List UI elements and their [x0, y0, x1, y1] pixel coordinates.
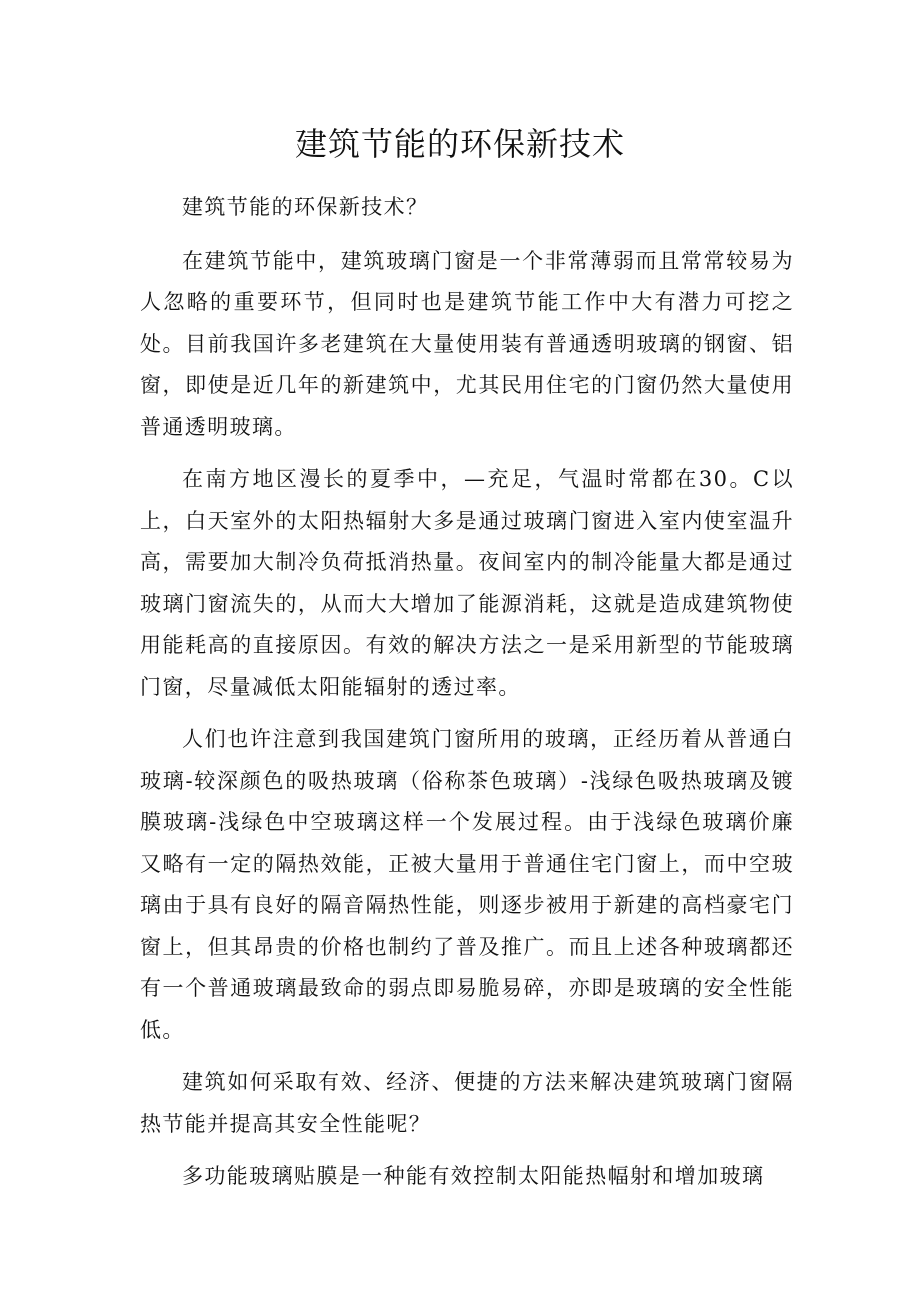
paragraph-how-to-solve: 建筑如何采取有效、经济、便捷的方法来解决建筑玻璃门窗隔热节能并提高其安全性能呢？	[140, 1070, 794, 1136]
paragraph-southern-summer: 在南方地区漫长的夏季中，—充足，气温时常都在30。C以上，白天室外的太阳热辐射大多是通过玻璃门窗进入室内使室温升高，需要加大制冷负荷抵消热量。夜间室内的制冷能量大都是通过玻璃门窗流失的，从而大大增加了能源消耗，这就是造成建筑物使用能耗高的直接原因。有效的解决方法之一是采用新型的节能玻璃门窗，尽量减低太阳能辐射的透过率。	[140, 467, 794, 699]
paragraph-question: 建筑节能的环保新技术？	[182, 195, 429, 219]
document-body	[140, 187, 794, 1209]
document-title: 建筑节能的环保新技术	[294, 125, 625, 163]
paragraph-glass-windows: 在建筑节能中，建筑玻璃门窗是一个非常薄弱而且常常较易为人忽略的重要环节，但同时也是建筑节能工作中大有潜力可挖之处。目前我国许多老建筑在大量使用装有普通透明玻璃的钢窗、铝窗，即使是近几年的新建筑中，尤其民用住宅的门窗仍然大量使用普通透明玻璃。	[140, 248, 794, 439]
paragraph-glass-evolution: 人们也许注意到我国建筑门窗所用的玻璃，正经历着从普通白玻璃-较深颜色的吸热玻璃（俗称茶色玻璃）-浅绿色吸热玻璃及镀膜玻璃-浅绿色中空玻璃这样一个发展过程。由于浅绿色玻璃价廉又略有一定的隔热效能，正被大量用于普通住宅门窗上，而中空玻璃由于具有良好的隔音隔热性能，则逐步被用于新建的高档豪宅门窗上，但其昂贵的价格也制约了普及推广。而且上述各种玻璃都还有一个普通玻璃最致命的弱点即易脆易碎，亦即是玻璃的安全性能低。	[140, 727, 794, 1042]
paragraph-window-film: 多功能玻璃贴膜是一种能有效控制太阳能热幅射和增加玻璃	[182, 1164, 765, 1188]
